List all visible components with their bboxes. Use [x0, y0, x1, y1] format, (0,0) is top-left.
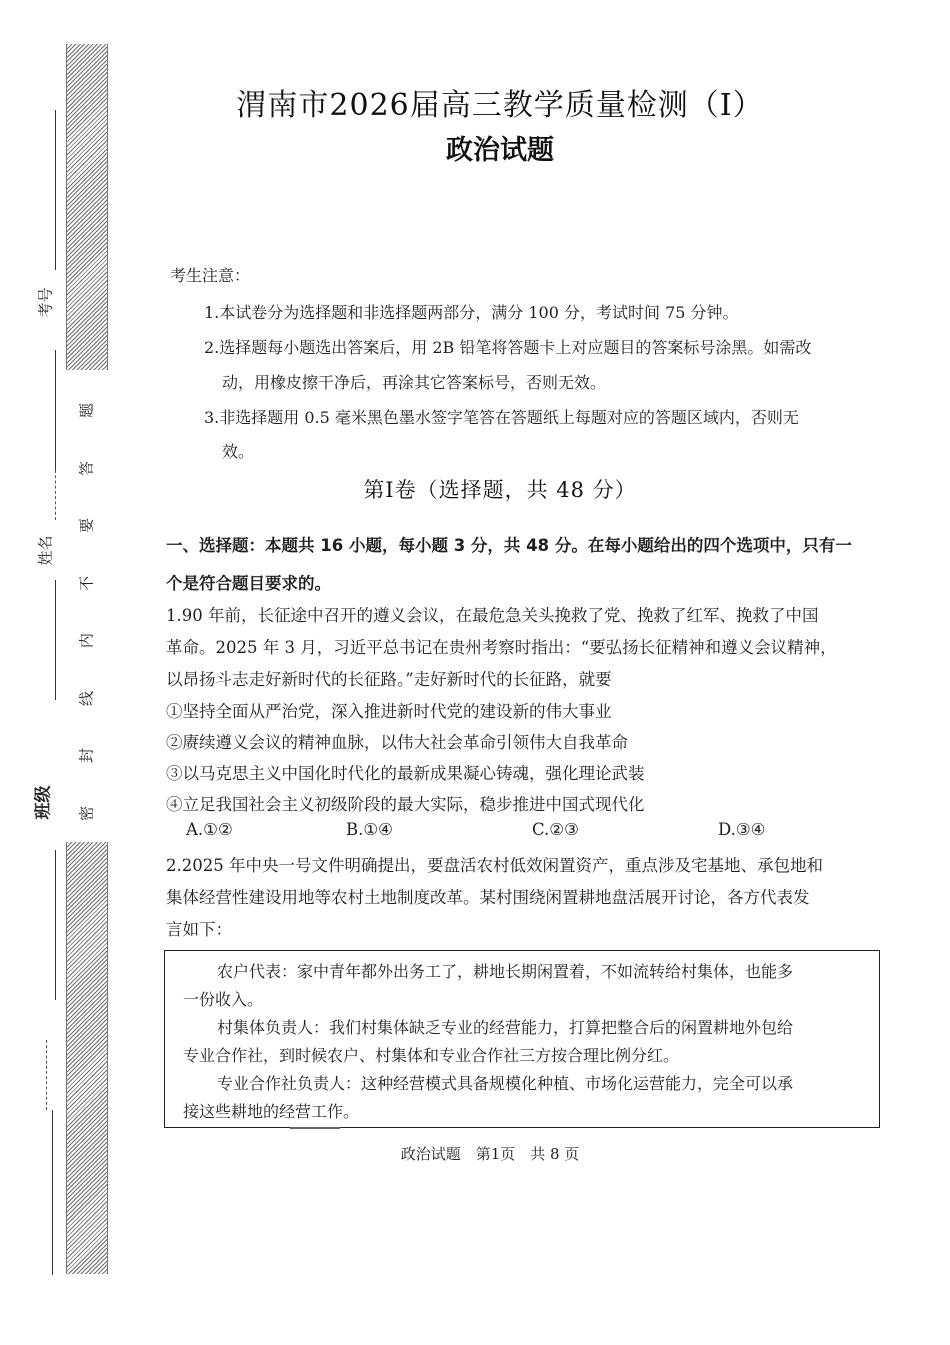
name-dash-line	[55, 470, 56, 520]
class-label: 班级	[33, 785, 54, 820]
seal-char: 要	[77, 518, 96, 534]
q1-option-c: C.②③	[532, 820, 579, 839]
q1-option-d: D.③④	[718, 820, 766, 839]
q2-material-line: 专业合作社负责人：这种经营模式具备规模化种植、市场化运营能力，完全可以承	[217, 1074, 794, 1093]
q2-stem-line: 集体经营性建设用地等农村土地制度改革。某村围绕闲置耕地盘活展开讨论，各方代表发	[166, 888, 810, 907]
seal-char: 密	[77, 806, 96, 822]
exam-title: 渭南市2026届高三教学质量检测（Ⅰ）	[236, 88, 764, 123]
q2-material-line: 专业合作社，到时候农户、村集体和专业合作社三方按合理比例分红。	[183, 1046, 680, 1065]
notice-heading: 考生注意：	[170, 266, 251, 285]
section-instruction: 个是符合题目要求的。	[166, 574, 331, 593]
seal-char: 线	[77, 691, 96, 707]
section-title: 第Ⅰ卷（选择题，共 48 分）	[363, 478, 637, 502]
q1-option-a: A.①②	[186, 820, 233, 839]
q1-stem-line: 1.90 年前，长征途中召开的遵义会议，在最危急关头挽救了党、挽救了红军、挽救了中国	[166, 606, 819, 625]
seal-line-column	[66, 370, 106, 842]
q2-material-box	[164, 950, 880, 1128]
divider-line	[55, 350, 56, 470]
q2-material-line: 村集体负责人：我们村集体缺乏专业的经营能力，打算把整合后的闲置耕地外包给	[217, 1018, 794, 1037]
q2-stem-line: 2.2025 年中央一号文件明确提出，要盘活农村低效闲置资产，重点涉及宅基地、承包地和	[166, 856, 823, 875]
q2-material-line: 接这些耕地的经营工作。	[183, 1102, 360, 1121]
bottom-line	[52, 1110, 53, 1275]
q2-stem-line: 言如下：	[166, 920, 232, 939]
q2-material-line: 一份收入。	[183, 990, 264, 1009]
seal-char: 内	[77, 633, 96, 649]
q1-statement: ④立足我国社会主义初级阶段的最大实际，稳步推进中国式现代化	[166, 795, 645, 814]
q1-statement: ①坚持全面从严治党，深入推进新时代党的建设新的伟大事业	[166, 702, 612, 721]
notice-item: 2.选择题每小题选出答案后，用 2B 铅笔将答题卡上对应题目的答案标号涂黑。如需改	[204, 338, 812, 357]
seal-char: 题	[77, 403, 96, 419]
q1-statement: ②赓续遵义会议的精神血脉，以伟大社会革命引领伟大自我革命	[166, 733, 628, 752]
faint-mark	[290, 1127, 340, 1129]
q1-option-b: B.①④	[346, 820, 393, 839]
notice-item: 3.非选择题用 0.5 毫米黑色墨水签字笔答在答题纸上每题对应的答题区域内，否则无	[204, 408, 799, 427]
notice-item: 动，用橡皮擦干净后，再涂其它答案标号，否则无效。	[222, 373, 607, 392]
exam-subtitle: 政治试题	[446, 135, 554, 166]
notice-item: 1.本试卷分为选择题和非选择题两部分，满分 100 分，考试时间 75 分钟。	[204, 303, 739, 322]
seal-char: 封	[77, 748, 96, 764]
section-instruction: 一、选择题：本题共 16 小题，每小题 3 分，共 48 分。在每小题给出的四个选项中，只有一	[166, 536, 852, 555]
seal-char: 不	[77, 576, 96, 592]
name-label: 姓名	[36, 535, 55, 566]
q2-material-line: 农户代表：家中青年都外出务工了，耕地长期闲置着，不如流转给村集体，也能多	[217, 962, 794, 981]
q1-stem-line: 以昂扬斗志走好新时代的长征路。”走好新时代的长征路，就要	[166, 670, 612, 689]
q1-stem-line: 革命。2025 年 3 月，习近平总书记在贵州考察时指出：“要弘扬长征精神和遵义会议精神，	[166, 638, 837, 657]
q1-statement: ③以马克思主义中国化时代化的最新成果凝心铸魂，强化理论武装	[166, 764, 645, 783]
margin-hatch-top	[66, 44, 108, 370]
seal-char: 答	[77, 461, 96, 477]
exam-no-label: 考号	[36, 287, 55, 318]
bottom-dash-line	[46, 1040, 47, 1110]
exam-no-line	[55, 110, 56, 270]
notice-item: 效。	[222, 442, 255, 461]
name-line	[55, 580, 56, 700]
margin-hatch-bottom	[66, 842, 108, 1274]
class-line	[55, 850, 56, 1000]
page-footer: 政治试题 第1页 共 8 页	[400, 1145, 580, 1163]
